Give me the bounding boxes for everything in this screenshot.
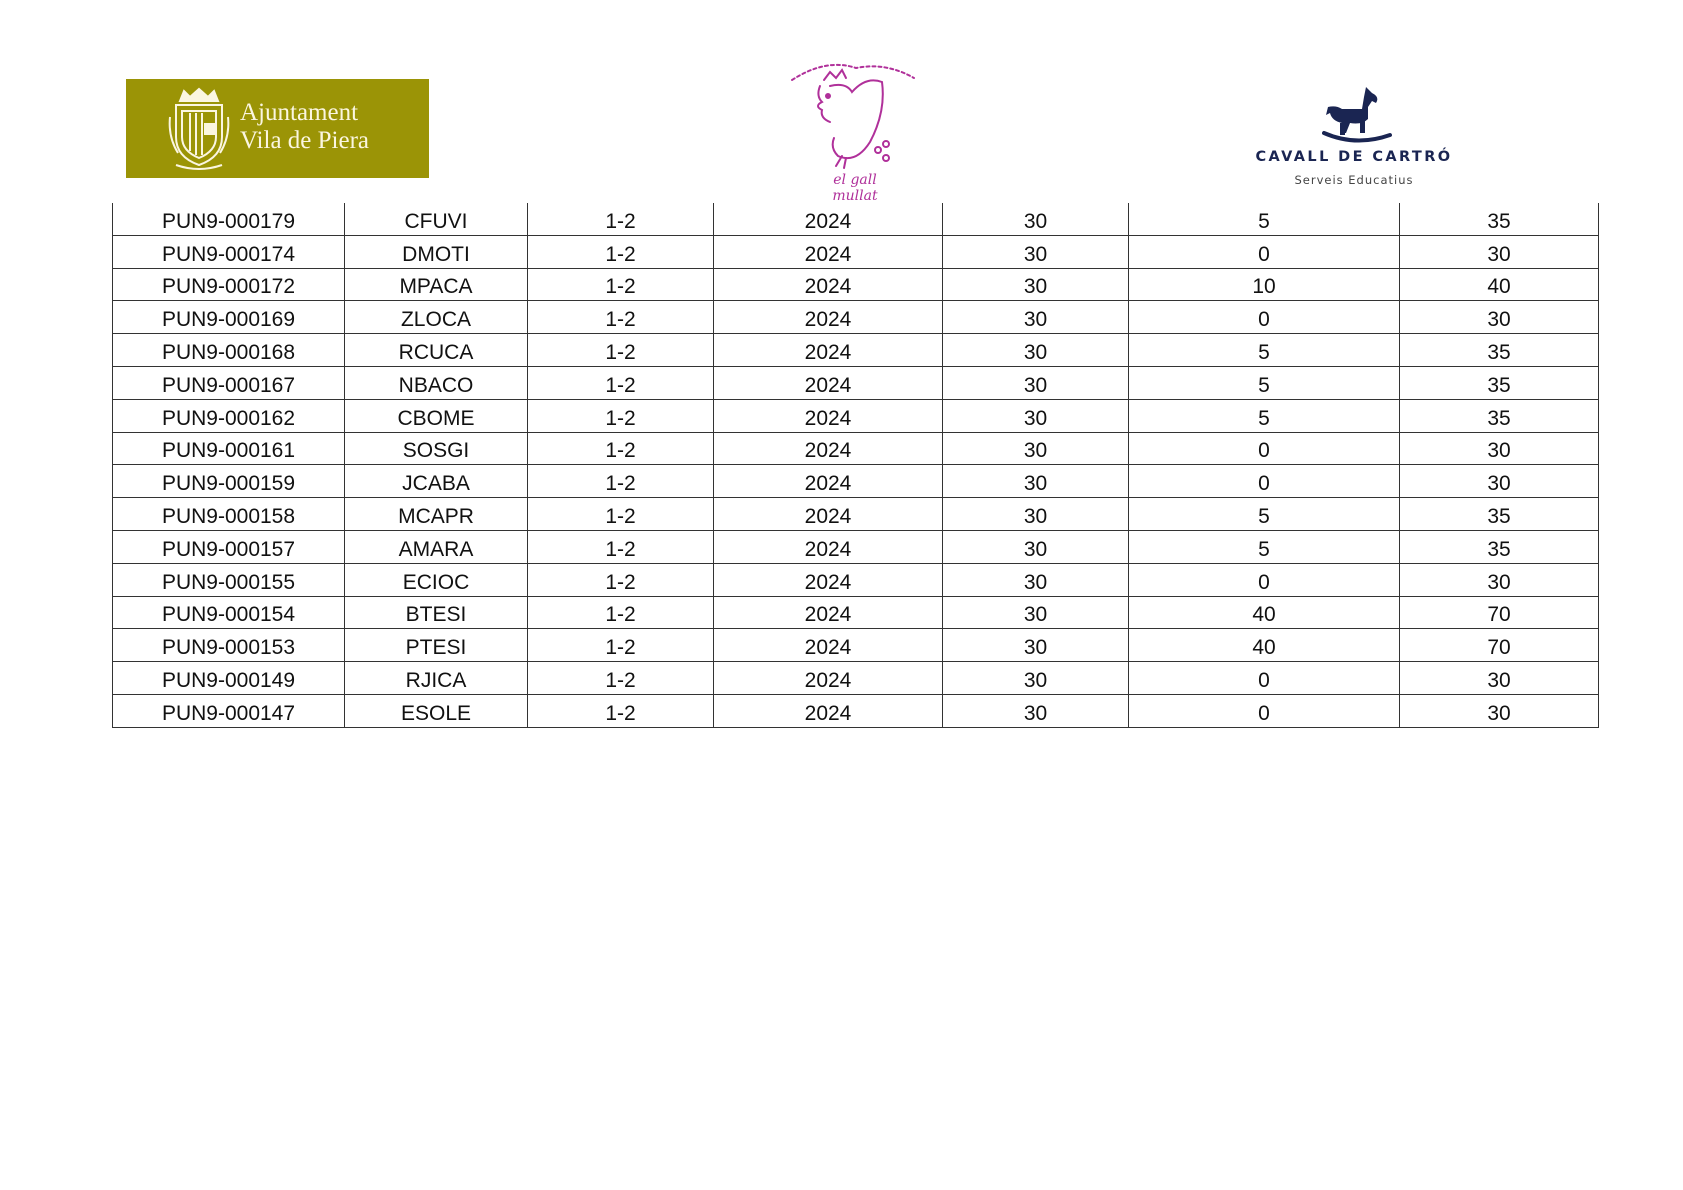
table-row xyxy=(113,334,1599,367)
table-cell: 1-2 xyxy=(528,268,714,301)
table-row xyxy=(113,629,1599,662)
table-cell: 30 xyxy=(1400,465,1599,498)
table-cell: 5 xyxy=(1129,498,1400,531)
table-cell: 2024 xyxy=(714,432,943,465)
table-cell: 0 xyxy=(1129,432,1400,465)
table-cell: 1-2 xyxy=(528,498,714,531)
table-cell: 0 xyxy=(1129,301,1400,334)
table-cell: 35 xyxy=(1400,203,1599,235)
table-cell: 2024 xyxy=(714,366,943,399)
table-cell: 5 xyxy=(1129,399,1400,432)
table-cell: 30 xyxy=(943,530,1129,563)
table-cell: 5 xyxy=(1129,530,1400,563)
table-cell: 5 xyxy=(1129,203,1400,235)
table-row xyxy=(113,268,1599,301)
table-cell: 35 xyxy=(1400,530,1599,563)
table-cell: PUN9-000172 xyxy=(113,268,345,301)
table-cell: 2024 xyxy=(714,334,943,367)
table-cell: 5 xyxy=(1129,334,1400,367)
table-cell: 1-2 xyxy=(528,596,714,629)
ajuntament-line1: Ajuntament xyxy=(240,99,359,126)
table-row xyxy=(113,235,1599,268)
cavall-de-carto-logo xyxy=(1254,85,1454,190)
table-cell: 2024 xyxy=(714,694,943,727)
cavall-brand-name: CAVALL DE CARTRÓ xyxy=(1255,149,1453,165)
table-cell: 30 xyxy=(943,334,1129,367)
cavall-tagline: Serveis Educatius xyxy=(1294,173,1414,187)
table-cell: 35 xyxy=(1400,366,1599,399)
table-cell: 2024 xyxy=(714,235,943,268)
table-cell: 30 xyxy=(943,301,1129,334)
ajuntament-logo xyxy=(126,79,429,178)
table-row xyxy=(113,530,1599,563)
table-cell: 2024 xyxy=(714,530,943,563)
table-cell: 2024 xyxy=(714,465,943,498)
table-cell: 30 xyxy=(1400,432,1599,465)
table-cell: CBOME xyxy=(345,399,528,432)
table-cell: PUN9-000155 xyxy=(113,563,345,596)
table-cell: 35 xyxy=(1400,498,1599,531)
table-cell: 30 xyxy=(943,203,1129,235)
table-cell: 0 xyxy=(1129,662,1400,695)
table-cell: 30 xyxy=(943,629,1129,662)
table-row xyxy=(113,563,1599,596)
table-cell: 30 xyxy=(1400,563,1599,596)
table-cell: MPACA xyxy=(345,268,528,301)
table-cell: PUN9-000157 xyxy=(113,530,345,563)
table-cell: MCAPR xyxy=(345,498,528,531)
table-cell: 1-2 xyxy=(528,563,714,596)
table-cell: 30 xyxy=(1400,694,1599,727)
table-cell: ESOLE xyxy=(345,694,528,727)
table-cell: 1-2 xyxy=(528,662,714,695)
table-row xyxy=(113,498,1599,531)
table-cell: PTESI xyxy=(345,629,528,662)
table-cell: 2024 xyxy=(714,268,943,301)
table-cell: 1-2 xyxy=(528,301,714,334)
table-cell: 30 xyxy=(943,563,1129,596)
table-cell: 2024 xyxy=(714,596,943,629)
table-cell: PUN9-000167 xyxy=(113,366,345,399)
table-cell: PUN9-000158 xyxy=(113,498,345,531)
table-cell: 10 xyxy=(1129,268,1400,301)
table-cell: 70 xyxy=(1400,596,1599,629)
table-cell: PUN9-000147 xyxy=(113,694,345,727)
table-cell: PUN9-000162 xyxy=(113,399,345,432)
table-cell: 30 xyxy=(943,465,1129,498)
table-cell: PUN9-000149 xyxy=(113,662,345,695)
table-cell: RCUCA xyxy=(345,334,528,367)
table-row xyxy=(113,366,1599,399)
table-cell: 1-2 xyxy=(528,530,714,563)
table-row xyxy=(113,465,1599,498)
table-cell: 30 xyxy=(943,399,1129,432)
table-cell: 0 xyxy=(1129,235,1400,268)
table-row xyxy=(113,432,1599,465)
table-cell: PUN9-000179 xyxy=(113,203,345,235)
table-cell: 1-2 xyxy=(528,432,714,465)
table-cell: 2024 xyxy=(714,399,943,432)
rooster-icon xyxy=(786,52,920,182)
table-cell: 30 xyxy=(943,432,1129,465)
table-cell: 35 xyxy=(1400,399,1599,432)
table-cell: PUN9-000161 xyxy=(113,432,345,465)
table-cell: 40 xyxy=(1129,629,1400,662)
table-cell: 30 xyxy=(943,235,1129,268)
table-row xyxy=(113,694,1599,727)
table-cell: 40 xyxy=(1129,596,1400,629)
table-cell: 1-2 xyxy=(528,203,714,235)
table-cell: 30 xyxy=(1400,301,1599,334)
table-cell: 1-2 xyxy=(528,629,714,662)
table-row xyxy=(113,662,1599,695)
table-cell: 0 xyxy=(1129,563,1400,596)
table-body xyxy=(113,203,1599,727)
table-cell: 70 xyxy=(1400,629,1599,662)
table-row xyxy=(113,203,1599,235)
rocking-horse-icon xyxy=(1322,85,1392,147)
gall-mullat-text: el gall mullat xyxy=(832,172,878,204)
table-cell: PUN9-000169 xyxy=(113,301,345,334)
table-cell: RJICA xyxy=(345,662,528,695)
table-cell: PUN9-000154 xyxy=(113,596,345,629)
table-cell: PUN9-000159 xyxy=(113,465,345,498)
results-table xyxy=(112,203,1599,728)
table-cell: 30 xyxy=(1400,662,1599,695)
gall-mullat-logo xyxy=(786,52,920,204)
table-cell: AMARA xyxy=(345,530,528,563)
table-cell: 2024 xyxy=(714,662,943,695)
table-cell: 40 xyxy=(1400,268,1599,301)
table-cell: 1-2 xyxy=(528,235,714,268)
table-cell: SOSGI xyxy=(345,432,528,465)
table-cell: ZLOCA xyxy=(345,301,528,334)
table-cell: 30 xyxy=(943,498,1129,531)
table-cell: 1-2 xyxy=(528,399,714,432)
table-cell: BTESI xyxy=(345,596,528,629)
table-cell: 2024 xyxy=(714,629,943,662)
coat-of-arms-icon xyxy=(166,87,232,171)
table-cell: 2024 xyxy=(714,203,943,235)
table-cell: JCABA xyxy=(345,465,528,498)
table-cell: 2024 xyxy=(714,498,943,531)
table-cell: 0 xyxy=(1129,694,1400,727)
table-cell: 5 xyxy=(1129,366,1400,399)
table-row xyxy=(113,596,1599,629)
table-cell: PUN9-000174 xyxy=(113,235,345,268)
table-cell: PUN9-000153 xyxy=(113,629,345,662)
table-cell: DMOTI xyxy=(345,235,528,268)
table-cell: 30 xyxy=(943,596,1129,629)
ajuntament-line2: Vila de Piera xyxy=(240,127,370,154)
table-cell: 1-2 xyxy=(528,694,714,727)
table-cell: CFUVI xyxy=(345,203,528,235)
table-row xyxy=(113,399,1599,432)
table-cell: PUN9-000168 xyxy=(113,334,345,367)
table-cell: 30 xyxy=(943,268,1129,301)
table-cell: 2024 xyxy=(714,301,943,334)
table-cell: 2024 xyxy=(714,563,943,596)
table-cell: 1-2 xyxy=(528,465,714,498)
table-cell: ECIOC xyxy=(345,563,528,596)
table-cell: NBACO xyxy=(345,366,528,399)
table-cell: 30 xyxy=(1400,235,1599,268)
table-cell: 30 xyxy=(943,366,1129,399)
table-cell: 30 xyxy=(943,662,1129,695)
table-cell: 0 xyxy=(1129,465,1400,498)
table-row xyxy=(113,301,1599,334)
table-cell: 30 xyxy=(943,694,1129,727)
table-cell: 35 xyxy=(1400,334,1599,367)
table-cell: 1-2 xyxy=(528,334,714,367)
table-cell: 1-2 xyxy=(528,366,714,399)
